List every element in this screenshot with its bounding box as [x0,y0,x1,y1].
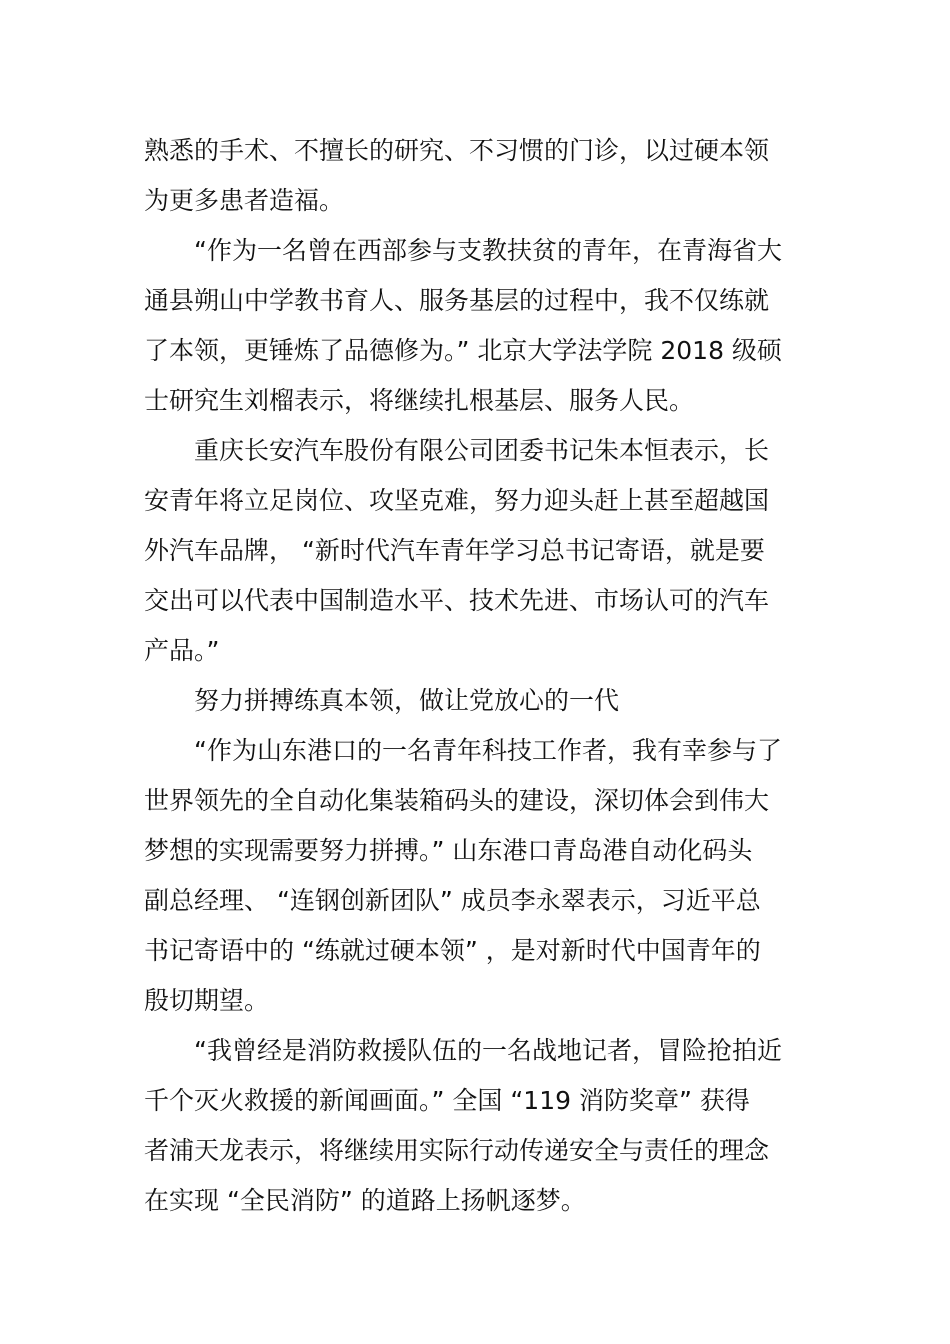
text-line: 书记寄语中的 “练就过硬本领” ，是对新时代中国青年的 [144,936,761,965]
section-heading: 努力拼搏练真本领，做让党放心的一代 [194,686,620,715]
text-line: 产品。” [144,636,220,665]
text-line: 世界领先的全自动化集装箱码头的建设，深切体会到伟大 [144,786,770,815]
text-line: 交出可以代表中国制造水平、技术先进、市场认可的汽车 [144,586,770,615]
text-line: 了本领，更锤炼了品德修为。” 北京大学法学院 2018 级硕 [144,336,782,365]
text-line: 梦想的实现需要努力拼搏。” 山东港口青岛港自动化码头 [144,836,753,865]
paragraph-start-line: “我曾经是消防救援队伍的一名战地记者，冒险抢拍近 [194,1036,782,1065]
paragraph-start-line: “作为一名曾在西部参与支教扶贫的青年，在青海省大 [194,236,782,265]
text-line: 副总经理、 “连钢创新团队” 成员李永翠表示，习近平总 [144,886,761,915]
text-line: 熟悉的手术、不擅长的研究、不习惯的门诊，以过硬本领 [144,136,770,165]
text-line: 安青年将立足岗位、攻坚克难，努力迎头赶上甚至超越国 [144,486,770,515]
text-line: 千个灭火救援的新闻画面。” 全国 “119 消防奖章” 获得 [144,1086,750,1115]
text-line: 在实现 “全民消防” 的道路上扬帆逐梦。 [144,1186,586,1215]
paragraph-start-line: “作为山东港口的一名青年科技工作者，我有幸参与了 [194,736,782,765]
article-body [144,126,808,1226]
text-line: 为更多患者造福。 [144,186,345,215]
text-line: 士研究生刘榴表示，将继续扎根基层、服务人民。 [144,386,695,415]
text-line: 外汽车品牌， “新时代汽车青年学习总书记寄语，就是要 [144,536,765,565]
text-line: 殷切期望。 [144,986,270,1015]
text-line: 者浦天龙表示，将继续用实际行动传递安全与责任的理念 [144,1136,770,1165]
text-line: 通县朔山中学教书育人、服务基层的过程中，我不仅练就 [144,286,770,315]
paragraph-start-line: 重庆长安汽车股份有限公司团委书记朱本恒表示，长 [194,436,770,465]
